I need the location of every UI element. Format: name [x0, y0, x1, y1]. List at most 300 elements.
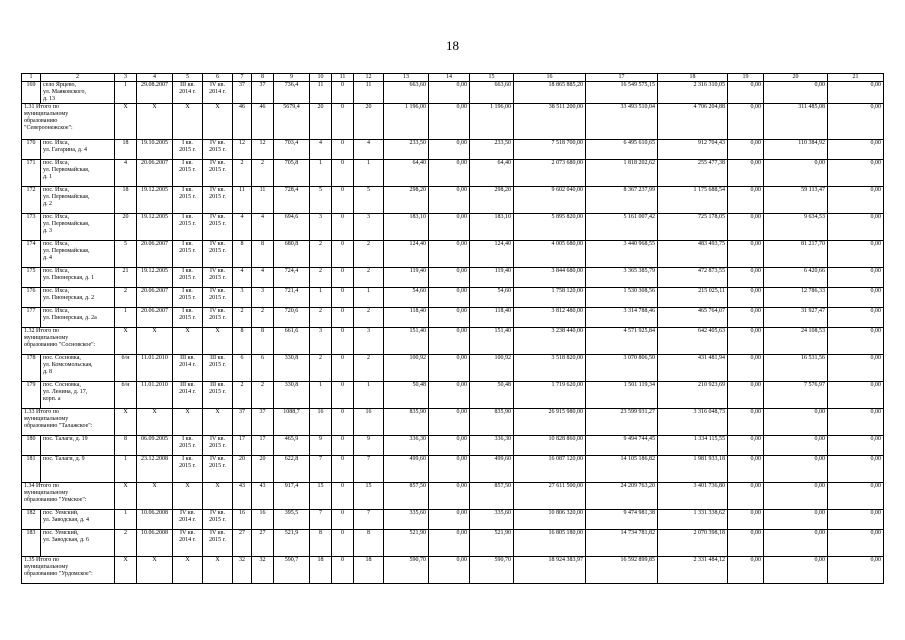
- table-cell: 0,00: [828, 557, 884, 584]
- table-cell: 14 734 781,82: [586, 530, 658, 557]
- table-cell: 0,00: [429, 214, 470, 241]
- table-cell: I кв. 2015 г.: [173, 456, 203, 483]
- table-cell: 3 365 385,79: [586, 268, 658, 288]
- table-cell: 1: [310, 382, 332, 409]
- table-cell: IV кв. 2015 г.: [203, 214, 233, 241]
- table-cell: 15: [354, 483, 384, 510]
- table-cell: 917,4: [274, 483, 310, 510]
- table-cell: 124,40: [470, 241, 514, 268]
- table-row: [22, 187, 884, 214]
- table-cell: IV кв. 2015 г.: [203, 160, 233, 187]
- table-cell: 118,40: [384, 308, 429, 328]
- table-cell: 0,00: [429, 557, 470, 584]
- column-number-9: 9: [274, 74, 310, 82]
- table-cell: 2 070 398,18: [658, 530, 728, 557]
- table-row: [22, 82, 884, 104]
- table-cell: 3 401 736,80: [658, 483, 728, 510]
- table-cell: 29.08.2007: [137, 82, 173, 104]
- column-number-18: 18: [658, 74, 728, 82]
- table-cell: 8: [233, 241, 252, 268]
- table-cell: 50,48: [384, 382, 429, 409]
- table-row: [22, 160, 884, 187]
- table-cell: 17: [252, 436, 274, 456]
- table-cell: 0: [332, 288, 354, 308]
- table-cell: 0,00: [728, 382, 764, 409]
- table-cell: 724,4: [274, 268, 310, 288]
- table-cell: 2: [354, 241, 384, 268]
- table-cell: 06.09.2005: [137, 436, 173, 456]
- table-cell: I кв. 2015 г.: [173, 187, 203, 214]
- table-cell: 0,00: [764, 82, 828, 104]
- table-cell: IV кв. 2015 г.: [203, 268, 233, 288]
- table-cell: 8: [310, 530, 332, 557]
- table-cell: 4 571 925,84: [586, 328, 658, 355]
- table-cell: 18: [354, 557, 384, 584]
- table-cell: 5 895 820,00: [514, 214, 586, 241]
- table-cell: 11: [310, 82, 332, 104]
- table-cell: 2: [233, 160, 252, 187]
- table-cell: 0: [332, 436, 354, 456]
- table-cell: 0,00: [429, 160, 470, 187]
- table-cell: пос. Ихса, ул. Первомайская, д. 1: [41, 160, 115, 187]
- table-cell: 0,00: [828, 409, 884, 436]
- table-cell: пос. Ихса, ул. Пионерская, д. 1: [41, 268, 115, 288]
- table-cell: 110 384,92: [764, 140, 828, 160]
- table-cell: 20: [115, 214, 137, 241]
- table-cell: X: [173, 328, 203, 355]
- column-number-20: 20: [764, 74, 828, 82]
- table-cell: 8: [233, 328, 252, 355]
- table-cell: I кв. 2015 г.: [173, 241, 203, 268]
- table-cell: 0,00: [728, 308, 764, 328]
- table-cell: 175: [22, 268, 41, 288]
- table-cell: 1 334 115,55: [658, 436, 728, 456]
- table-cell: 521,90: [470, 530, 514, 557]
- table-cell: пос. Уемский, ул. Заводская, д. 4: [41, 510, 115, 530]
- table-cell: 1: [115, 510, 137, 530]
- table-cell: 0,00: [828, 187, 884, 214]
- table-cell: 0: [332, 82, 354, 104]
- table-cell: 54,60: [384, 288, 429, 308]
- table-cell: пос. Талаги, д. 9: [41, 456, 115, 483]
- table-cell: 21: [115, 268, 137, 288]
- column-number-14: 14: [429, 74, 470, 82]
- table-cell: IV кв. 2014 г.: [203, 82, 233, 104]
- table-body: [22, 82, 884, 584]
- table-cell: 11.01.2010: [137, 382, 173, 409]
- table-cell: 23.12.2008: [137, 456, 173, 483]
- table-cell: IV кв. 2014 г.: [173, 510, 203, 530]
- table-cell: 100,92: [384, 355, 429, 382]
- table-cell: 483 493,75: [658, 241, 728, 268]
- table-cell: 0,00: [429, 241, 470, 268]
- column-number-21: 21: [828, 74, 884, 82]
- table-cell: 720,6: [274, 308, 310, 328]
- table-cell: X: [115, 328, 137, 355]
- table-cell: 177: [22, 308, 41, 328]
- table-cell: 0,00: [429, 288, 470, 308]
- table-cell: III кв. 2014 г.: [173, 382, 203, 409]
- table-cell: 0: [332, 530, 354, 557]
- table-cell: IV кв. 2015 г.: [203, 530, 233, 557]
- table-cell: 210 923,69: [658, 382, 728, 409]
- table-cell: 100,92: [470, 355, 514, 382]
- table-cell: 8: [252, 328, 274, 355]
- table-cell: 0,00: [764, 436, 828, 456]
- table-cell: 10 806 320,00: [514, 510, 586, 530]
- table-cell: 151,40: [470, 328, 514, 355]
- table-cell: X: [137, 328, 173, 355]
- table-cell: I кв. 2015 г.: [173, 436, 203, 456]
- table-cell: IV кв. 2015 г.: [203, 140, 233, 160]
- table-cell: 0: [332, 241, 354, 268]
- table-cell: село Ярцево, ул. Маяковского, д. 13: [41, 82, 115, 104]
- table-cell: 3 070 806,50: [586, 355, 658, 382]
- column-number-8: 8: [252, 74, 274, 82]
- table-cell: 0,00: [429, 530, 470, 557]
- table-cell: 703,4: [274, 140, 310, 160]
- table-cell: 622,8: [274, 456, 310, 483]
- table-cell: 835,90: [470, 409, 514, 436]
- table-cell: 5: [354, 187, 384, 214]
- column-number-1: 1: [22, 74, 41, 82]
- table-cell: 16: [354, 409, 384, 436]
- table-cell: 0,00: [728, 214, 764, 241]
- table-cell: 1: [115, 82, 137, 104]
- table-cell: I кв. 2015 г.: [173, 288, 203, 308]
- table-cell: 18 865 885,20: [514, 82, 586, 104]
- table-cell: 1: [354, 160, 384, 187]
- table-cell: 33 493 510,04: [586, 104, 658, 140]
- table-cell: 37: [233, 409, 252, 436]
- table-cell: 0,00: [728, 557, 764, 584]
- table-cell: 183,10: [470, 214, 514, 241]
- table-cell: 14 105 186,82: [586, 456, 658, 483]
- table-cell: 0: [332, 409, 354, 436]
- table-cell: 590,70: [470, 557, 514, 584]
- table-cell: 46: [252, 104, 274, 140]
- table-cell: 0,00: [429, 510, 470, 530]
- table-cell: 7 576,97: [764, 382, 828, 409]
- table-cell: 31 927,47: [764, 308, 828, 328]
- table-cell: 0,00: [429, 436, 470, 456]
- table-cell: 6: [252, 355, 274, 382]
- table-cell: 7: [354, 456, 384, 483]
- table-cell: 0: [332, 510, 354, 530]
- table-cell: 37: [252, 82, 274, 104]
- table-cell: 20.06.2007: [137, 308, 173, 328]
- table-cell: 857,50: [384, 483, 429, 510]
- table-cell: 172: [22, 187, 41, 214]
- table-cell: 1088,7: [274, 409, 310, 436]
- table-cell: 11: [252, 187, 274, 214]
- table-cell: 4: [233, 214, 252, 241]
- table-cell: 0,00: [429, 140, 470, 160]
- column-number-11: 11: [332, 74, 354, 82]
- table-cell: 663,60: [384, 82, 429, 104]
- table-row: [22, 140, 884, 160]
- table-cell: 0,00: [828, 355, 884, 382]
- table-cell: 173: [22, 214, 41, 241]
- table-cell: 0,00: [828, 288, 884, 308]
- subtotal-label: 1.34 Итого по муниципальному образованию "Уемское":: [22, 483, 115, 510]
- table-cell: пос. Ихса, ул. Первомайская, д. 3: [41, 214, 115, 241]
- table-cell: 16 531,56: [764, 355, 828, 382]
- table-cell: 2: [310, 308, 332, 328]
- table-cell: 3 314 788,46: [586, 308, 658, 328]
- table-cell: 0: [332, 456, 354, 483]
- table-cell: 4: [252, 214, 274, 241]
- column-number-16: 16: [514, 74, 586, 82]
- column-number-19: 19: [728, 74, 764, 82]
- table-cell: 0,00: [728, 328, 764, 355]
- column-number-15: 15: [470, 74, 514, 82]
- table-cell: 2: [252, 308, 274, 328]
- table-cell: 170: [22, 140, 41, 160]
- table-cell: 171: [22, 160, 41, 187]
- table-cell: 857,50: [470, 483, 514, 510]
- table-cell: 835,90: [384, 409, 429, 436]
- table-cell: 1: [115, 456, 137, 483]
- table-cell: 5: [115, 241, 137, 268]
- table-cell: 0: [332, 160, 354, 187]
- table-cell: пос. Ихса, ул. Первомайская, д. 4: [41, 241, 115, 268]
- table-cell: 465 764,07: [658, 308, 728, 328]
- column-number-12: 12: [354, 74, 384, 82]
- table-cell: X: [137, 409, 173, 436]
- table-cell: 7: [310, 456, 332, 483]
- table-cell: пос. Уемский, ул. Заводская, д. 6: [41, 530, 115, 557]
- table-cell: 336,30: [470, 436, 514, 456]
- subtotal-row: [22, 483, 884, 510]
- table-cell: 10 828 860,00: [514, 436, 586, 456]
- table-cell: 521,9: [274, 530, 310, 557]
- table-cell: 298,20: [384, 187, 429, 214]
- column-number-3: 3: [115, 74, 137, 82]
- table-cell: 705,8: [274, 160, 310, 187]
- table-cell: 0,00: [728, 409, 764, 436]
- table-cell: 9: [354, 436, 384, 456]
- table-cell: 37: [252, 409, 274, 436]
- table-cell: X: [115, 557, 137, 584]
- table-cell: 16 805 180,00: [514, 530, 586, 557]
- table-cell: 0,00: [764, 456, 828, 483]
- table-cell: 124,40: [384, 241, 429, 268]
- table-cell: I кв. 2015 г.: [173, 140, 203, 160]
- table-cell: 38 511 200,00: [514, 104, 586, 140]
- table-cell: 16 087 120,00: [514, 456, 586, 483]
- table-cell: 335,60: [384, 510, 429, 530]
- table-cell: 590,7: [274, 557, 310, 584]
- table-cell: 0: [332, 355, 354, 382]
- table-cell: X: [115, 104, 137, 140]
- table-cell: 335,60: [470, 510, 514, 530]
- table-cell: 119,40: [470, 268, 514, 288]
- table-cell: 590,70: [384, 557, 429, 584]
- table-cell: 0,00: [828, 82, 884, 104]
- table-cell: 465,9: [274, 436, 310, 456]
- table-cell: IV кв. 2015 г.: [203, 308, 233, 328]
- table-cell: 24 108,53: [764, 328, 828, 355]
- table-row: [22, 288, 884, 308]
- table-cell: X: [173, 483, 203, 510]
- table-cell: 15: [310, 483, 332, 510]
- table-cell: 3: [233, 288, 252, 308]
- table-cell: 0: [332, 187, 354, 214]
- table-cell: X: [203, 557, 233, 584]
- table-cell: 19.10.2005: [137, 140, 173, 160]
- table-cell: 2 331 484,12: [658, 557, 728, 584]
- table-cell: 3: [354, 214, 384, 241]
- table-cell: 0,00: [828, 214, 884, 241]
- table-cell: 233,50: [384, 140, 429, 160]
- table-cell: 5679,4: [274, 104, 310, 140]
- table-cell: 1 758 120,00: [514, 288, 586, 308]
- column-number-10: 10: [310, 74, 332, 82]
- table-cell: 183,10: [384, 214, 429, 241]
- table-cell: IV кв. 2015 г.: [203, 456, 233, 483]
- table-cell: IV кв. 2015 г.: [203, 187, 233, 214]
- table-cell: 1 818 202,62: [586, 160, 658, 187]
- subtotal-label: 1.31 Итого по муниципальному образованию "Североонежское":: [22, 104, 115, 140]
- table-cell: 59 113,47: [764, 187, 828, 214]
- table-cell: X: [203, 104, 233, 140]
- table-cell: 3: [310, 328, 332, 355]
- table-cell: 9 602 040,00: [514, 187, 586, 214]
- table-cell: 3: [354, 328, 384, 355]
- table-cell: пос. Сосновка, ул. Комсомольская, д. 8: [41, 355, 115, 382]
- table-cell: 1 501 119,34: [586, 382, 658, 409]
- table-cell: 0,00: [764, 530, 828, 557]
- table-cell: 0,00: [728, 82, 764, 104]
- table-cell: 336,30: [384, 436, 429, 456]
- table-cell: 1 196,00: [384, 104, 429, 140]
- table-cell: 19.12.2005: [137, 214, 173, 241]
- table-row: [22, 308, 884, 328]
- table-cell: IV кв. 2015 г.: [203, 241, 233, 268]
- table-cell: пос. Ихса, ул. Пионерская, д. 2: [41, 288, 115, 308]
- table-cell: 0,00: [728, 104, 764, 140]
- table-cell: 0,00: [429, 328, 470, 355]
- table-cell: 6 420,66: [764, 268, 828, 288]
- table-cell: 0: [332, 382, 354, 409]
- table-cell: 1: [310, 288, 332, 308]
- table-cell: 3: [252, 288, 274, 308]
- table-cell: X: [173, 409, 203, 436]
- table-cell: 330,8: [274, 355, 310, 382]
- table-cell: 0,00: [764, 160, 828, 187]
- table-cell: 20: [354, 104, 384, 140]
- column-number-5: 5: [173, 74, 203, 82]
- table-cell: 1: [115, 308, 137, 328]
- table-cell: 27 611 500,00: [514, 483, 586, 510]
- table-cell: 0,00: [429, 104, 470, 140]
- column-number-17: 17: [586, 74, 658, 82]
- table-cell: 0,00: [764, 409, 828, 436]
- table-cell: 64,40: [384, 160, 429, 187]
- table-cell: 20: [310, 104, 332, 140]
- table-cell: 2: [354, 355, 384, 382]
- table-cell: 20.06.2007: [137, 288, 173, 308]
- subtotal-row: [22, 557, 884, 584]
- table-cell: 8: [354, 530, 384, 557]
- table-cell: 0,00: [728, 436, 764, 456]
- table-cell: 395,5: [274, 510, 310, 530]
- table-cell: 0,00: [828, 483, 884, 510]
- table-cell: 6: [233, 355, 252, 382]
- table-cell: 4: [233, 268, 252, 288]
- table-cell: б/н: [115, 355, 137, 382]
- table-cell: 1 175 688,54: [658, 187, 728, 214]
- table-cell: пос. Ихса, ул. Пионерская, д. 2а: [41, 308, 115, 328]
- table-cell: пос. Сосновка, ул. Ленина, д. 17, корп. а: [41, 382, 115, 409]
- table-cell: 9 634,53: [764, 214, 828, 241]
- table-cell: 180: [22, 436, 41, 456]
- table-cell: 20.06.2007: [137, 241, 173, 268]
- table-row: [22, 436, 884, 456]
- table-cell: 3 518 820,00: [514, 355, 586, 382]
- table-cell: 16 592 899,85: [586, 557, 658, 584]
- table-cell: 2: [115, 288, 137, 308]
- table-cell: 16: [252, 510, 274, 530]
- table-cell: 0,00: [828, 456, 884, 483]
- table-cell: I кв. 2015 г.: [173, 160, 203, 187]
- column-number-row: [22, 74, 884, 82]
- table-cell: 521,90: [384, 530, 429, 557]
- table-cell: пос. Талаги, д. 19: [41, 436, 115, 456]
- table-cell: 0: [332, 557, 354, 584]
- table-cell: 2: [233, 308, 252, 328]
- table-cell: 10.06.2008: [137, 510, 173, 530]
- column-number-13: 13: [384, 74, 429, 82]
- table-cell: X: [203, 328, 233, 355]
- table-cell: 7: [354, 510, 384, 530]
- table-cell: 18 924 383,97: [514, 557, 586, 584]
- table-cell: 8: [252, 241, 274, 268]
- table-cell: 0,00: [429, 456, 470, 483]
- table-cell: 11: [233, 187, 252, 214]
- table-cell: 2: [233, 382, 252, 409]
- table-row: [22, 382, 884, 409]
- page-number: 18: [446, 38, 459, 53]
- table-cell: 16: [233, 510, 252, 530]
- table-cell: 0,00: [764, 557, 828, 584]
- table-cell: 169: [22, 82, 41, 104]
- table-cell: 4: [252, 268, 274, 288]
- table-cell: X: [173, 557, 203, 584]
- table-cell: 1 331 338,62: [658, 510, 728, 530]
- table-cell: 0,00: [728, 530, 764, 557]
- table-cell: IV кв. 2015 г.: [203, 288, 233, 308]
- table-cell: I кв. 2015 г.: [173, 268, 203, 288]
- table-cell: 0,00: [728, 288, 764, 308]
- table-cell: 119,40: [384, 268, 429, 288]
- table-cell: пос. Ихса, ул. Гагарина, д. 4: [41, 140, 115, 160]
- table-cell: 3 316 048,73: [658, 409, 728, 436]
- table-cell: 4 706 204,88: [658, 104, 728, 140]
- table-cell: 0,00: [728, 160, 764, 187]
- table-cell: X: [203, 409, 233, 436]
- table-cell: 1 530 308,56: [586, 288, 658, 308]
- table-cell: I кв. 2015 г.: [173, 308, 203, 328]
- table-cell: 26 915 980,00: [514, 409, 586, 436]
- table-cell: 736,4: [274, 82, 310, 104]
- table-cell: 0,00: [728, 241, 764, 268]
- table-cell: 182: [22, 510, 41, 530]
- table-cell: 1 719 620,00: [514, 382, 586, 409]
- table-cell: 2: [310, 241, 332, 268]
- table-cell: 3: [310, 214, 332, 241]
